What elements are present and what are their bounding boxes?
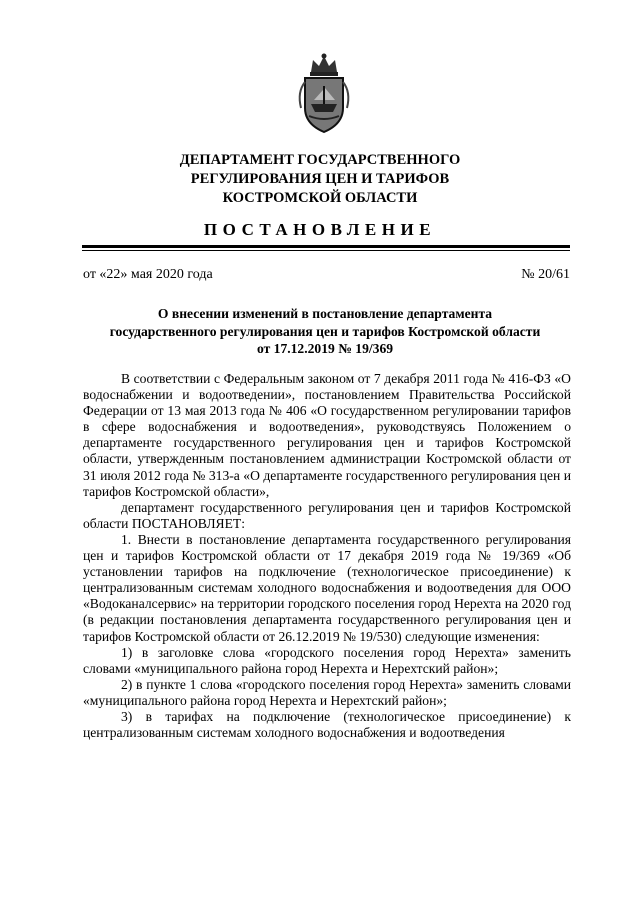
body-paragraph: 3) в тарифах на подключение (технологическое присоединение) к централизованным системам холодного водоснабжения и водоотведения bbox=[83, 708, 571, 741]
body-paragraph: В соответствии с Федеральным законом от 7 декабря 2011 года № 416-ФЗ «О водоснабжении и водоотведении», постановлением Правительства Российской Федерации от 13 мая 2013 года № 406 «О государственном регулировании тарифов в сфере водоснабжения и водоотведения», руководствуясь Положением о департаменте государственного регулирования цен и тарифов Костромской области, утвержденным постановлением администрации Костромской области от 31 июля 2012 года № 313-а «О департаменте государственного регулирования цен и тарифов Костромской области», bbox=[83, 371, 571, 499]
body-paragraph: 1) в заголовке слова «городского поселения город Нерехта» заменить словами «муниципального района город Нерехта и Нерехтский район»; bbox=[83, 644, 571, 676]
subject-line: государственного регулирования цен и тарифов Костромской области bbox=[109, 323, 541, 339]
header-divider-thick bbox=[82, 245, 570, 248]
body-paragraph: департамент государственного регулирования цен и тарифов Костромской области ПОСТАНОВЛЯЕТ: bbox=[83, 499, 571, 531]
body-paragraph: 1. Внести в постановление департамента государственного регулирования цен и тарифов Костромской области от 17 декабря 2019 года № 19/369 «Об установлении тарифов на подключение (технологическое присоединение) к централизованным системам холодного водоснабжения и водоотведения для ООО «Водоканалсервис» на территории городского поселения город Нерехта на 2020 год (в редакции постановления департамента государственного регулирования цен и тарифов Костромской области от 26.12.2019 № 19/530) следующие изменения: bbox=[83, 531, 571, 644]
header-divider-thin bbox=[82, 250, 570, 251]
document-subject bbox=[70, 305, 580, 358]
department-name-line: ДЕПАРТАМЕНТ ГОСУДАРСТВЕННОГО bbox=[179, 152, 461, 168]
body-paragraph: 2) в пункте 1 слова «городского поселения город Нерехта» заменить словами «муниципального района город Нерехта и Нерехтский район»; bbox=[83, 676, 571, 708]
coat-of-arms-icon bbox=[293, 52, 355, 134]
subject-line: от 17.12.2019 № 19/369 bbox=[256, 341, 394, 356]
department-name-line: РЕГУЛИРОВАНИЯ ЦЕН И ТАРИФОВ bbox=[190, 171, 450, 187]
document-body bbox=[83, 371, 571, 741]
subject-line: О внесении изменений в постановление департамента bbox=[157, 306, 493, 321]
document-type-title: ПОСТАНОВЛЕНИЕ bbox=[203, 220, 437, 239]
document-number: № 20/61 bbox=[521, 267, 570, 282]
department-name-line: КОСТРОМСКОЙ ОБЛАСТИ bbox=[222, 190, 418, 206]
document-date: от «22» мая 2020 года bbox=[83, 267, 213, 282]
department-name bbox=[0, 151, 640, 208]
